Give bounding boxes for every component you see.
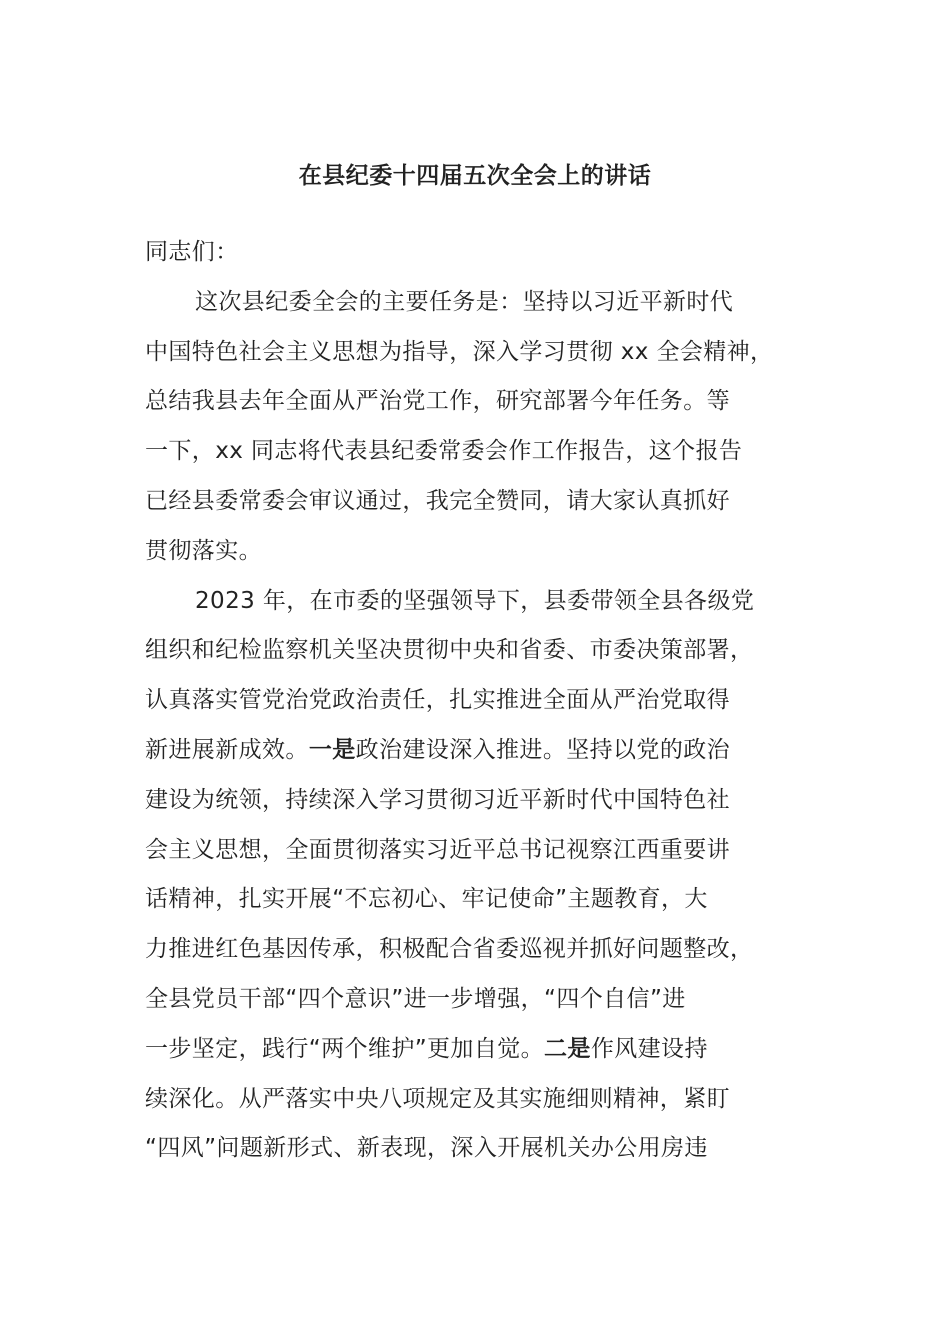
- paragraph-2-line: 会主义思想，全面贯彻落实习近平总书记视察江西重要讲: [145, 836, 730, 863]
- paragraph-2-line: [145, 726, 825, 776]
- paragraph-1-line: 这次县纪委全会的主要任务是：坚持以习近平新时代: [195, 288, 734, 315]
- paragraph-2-line: 2023 年，在市委的坚强领导下，县委带领全县各级党: [195, 587, 755, 614]
- paragraph-2-line: 力推进红色基因传承，积极配合省委巡视并抓好问题整改，: [145, 936, 754, 963]
- paragraph-2-line: 全县党员干部“四个意识”进一步增强，“四个自信”进: [145, 985, 686, 1012]
- paragraph-2-line: [145, 1025, 825, 1075]
- paragraph-2-line: 建设为统领，持续深入学习贯彻习近平新时代中国特色社: [145, 786, 730, 813]
- paragraph-2-line: 话精神，扎实开展“不忘初心、牢记使命”主题教育，大: [145, 886, 708, 913]
- text-segment: 新进展新成效。: [145, 736, 309, 763]
- document-title: 在县纪委十四届五次全会上的讲话: [298, 163, 652, 189]
- paragraph-1-line: 中国特色社会主义思想为指导，深入学习贯彻 xx 全会精神，: [145, 338, 774, 365]
- paragraph-1-line: 总结我县去年全面从严治党工作，研究部署今年任务。等: [145, 388, 730, 415]
- bold-marker-first: 一是: [308, 736, 356, 763]
- bold-marker-second: 二是: [544, 1035, 591, 1062]
- paragraph-2-line: 续深化。从严落实中央八项规定及其实施细则精神，紧盯: [145, 1085, 730, 1112]
- salutation: 同志们：: [145, 239, 239, 265]
- document-body: [145, 228, 825, 1174]
- text-segment: 作风建设持: [590, 1035, 708, 1062]
- paragraph-1-line: 一下，xx 同志将代表县纪委常委会作工作报告，这个报告: [145, 438, 743, 465]
- text-segment: 政治建设深入推进。坚持以党的政治: [355, 736, 731, 763]
- paragraph-2-line: 认真落实管党治党政治责任，扎实推进全面从严治党取得: [145, 687, 730, 714]
- paragraph-1-line: 已经县委常委会审议通过，我完全赞同，请大家认真抓好: [145, 487, 730, 514]
- text-segment: 一步坚定，践行“两个维护”更加自觉。: [145, 1035, 545, 1062]
- paragraph-2-line: “四风”问题新形式、新表现，深入开展机关办公用房违: [145, 1135, 708, 1162]
- paragraph-1-line: 贯彻落实。: [145, 537, 262, 564]
- paragraph-2-line: 组织和纪检监察机关坚决贯彻中央和省委、市委决策部署，: [145, 637, 754, 664]
